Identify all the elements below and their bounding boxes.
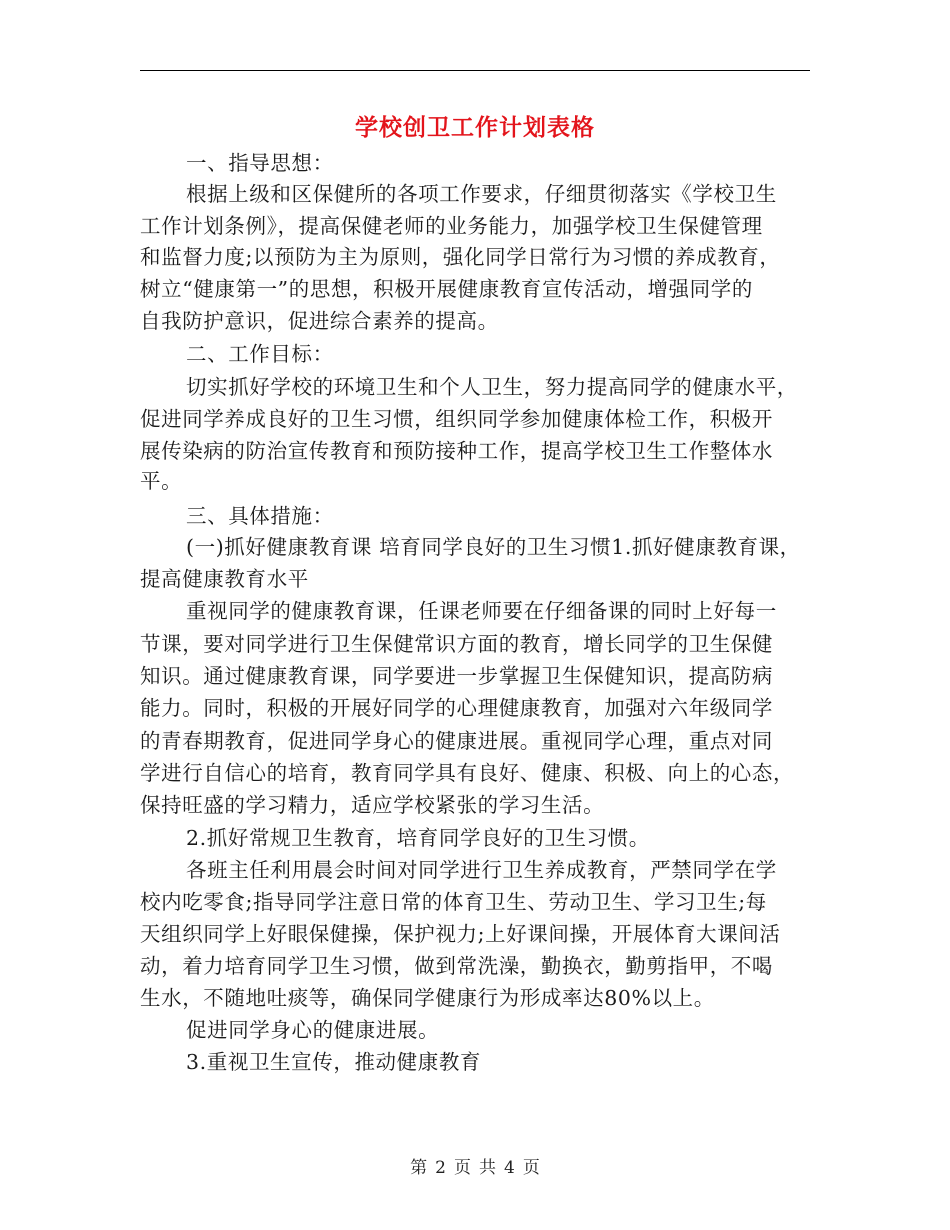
paragraph-line: 生水，不随地吐痰等，确保同学健康行为形成率达80%以上。 <box>140 986 715 1010</box>
paragraph-line: 树立“健康第一”的思想，积极开展健康教育宣传活动，增强同学的 <box>140 277 753 301</box>
paragraph-line: 校内吃零食;指导同学注意日常的体育卫生、劳动卫生、学习卫生;每 <box>140 890 767 914</box>
footer-label-unit: 页 <box>454 1158 471 1178</box>
paragraph-line: 学进行自信心的培育，教育同学具有良好、健康、积极、向上的心态， <box>140 761 795 785</box>
page-footer <box>0 1153 950 1178</box>
paragraph-line: 节课，要对同学进行卫生保健常识方面的教育，增长同学的卫生保健 <box>140 632 773 656</box>
document-title: 学校创卫工作计划表格 <box>355 114 595 141</box>
paragraph-line: 天组织同学上好眼保健操，保护视力;上好课间操，开展体育大课间活 <box>140 922 781 946</box>
paragraph-line: 2.抓好常规卫生教育，培育同学良好的卫生习惯。 <box>186 826 650 850</box>
paragraph-line: 保持旺盛的学习精力，适应学校紧张的学习生活。 <box>140 793 605 817</box>
paragraph-line: 促进同学养成良好的卫生习惯，组织同学参加健康体检工作，积极开 <box>140 407 773 431</box>
paragraph-line: 三、具体措施： <box>186 504 334 528</box>
paragraph-line: 工作计划条例》，提高保健老师的业务能力，加强学校卫生保健管理 <box>140 214 763 238</box>
paragraph-line: 平。 <box>140 469 183 493</box>
footer-current-page: 2 <box>435 1158 446 1178</box>
paragraph-line: 提高健康教育水平 <box>140 567 309 591</box>
paragraph-line: 根据上级和区保健所的各项工作要求，仔细贯彻落实《学校卫生 <box>186 182 777 206</box>
paragraph-line: 切实抓好学校的环境卫生和个人卫生，努力提高同学的健康水平， <box>186 375 798 399</box>
paragraph-line: 重视同学的健康教育课，任课老师要在仔细备课的同时上好每一 <box>186 599 777 623</box>
paragraph-line: 促进同学身心的健康进展。 <box>186 1018 440 1042</box>
paragraph-line: 自我防护意识，促进综合素养的提高。 <box>140 309 499 333</box>
paragraph-line: 各班主任利用晨会时间对同学进行卫生养成教育，严禁同学在学 <box>186 858 777 882</box>
paragraph-line: 的青春期教育，促进同学身心的健康进展。重视同学心理，重点对同 <box>140 729 773 753</box>
paragraph-line: 能力。同时，积极的开展好同学的心理健康教育，加强对六年级同学 <box>140 696 773 720</box>
footer-label-page: 第 <box>410 1158 428 1178</box>
paragraph-line: 3.重视卫生宣传，推动健康教育 <box>186 1050 482 1074</box>
paragraph-line: 动，着力培育同学卫生习惯，做到常洗澡，勤换衣，勤剪指甲，不喝 <box>140 954 773 978</box>
paragraph-line: (一)抓好健康教育课 培育同学良好的卫生习惯1.抓好健康教育课， <box>186 535 801 559</box>
footer-label-unit-2: 页 <box>522 1158 540 1178</box>
paragraph-line: 知识。通过健康教育课，同学要进一步掌握卫生保健知识，提高防病 <box>140 664 773 688</box>
header-rule <box>140 70 810 71</box>
footer-label-total: 共 <box>479 1158 496 1178</box>
paragraph-line: 和监督力度;以预防为主为原则，强化同学日常行为习惯的养成教育， <box>140 245 781 269</box>
paragraph-line: 二、工作目标： <box>186 342 334 366</box>
paragraph-line: 展传染病的防治宣传教育和预防接种工作，提高学校卫生工作整体水 <box>140 439 773 463</box>
paragraph-line: 一、指导思想： <box>186 151 334 175</box>
footer-total-pages: 4 <box>504 1158 515 1178</box>
